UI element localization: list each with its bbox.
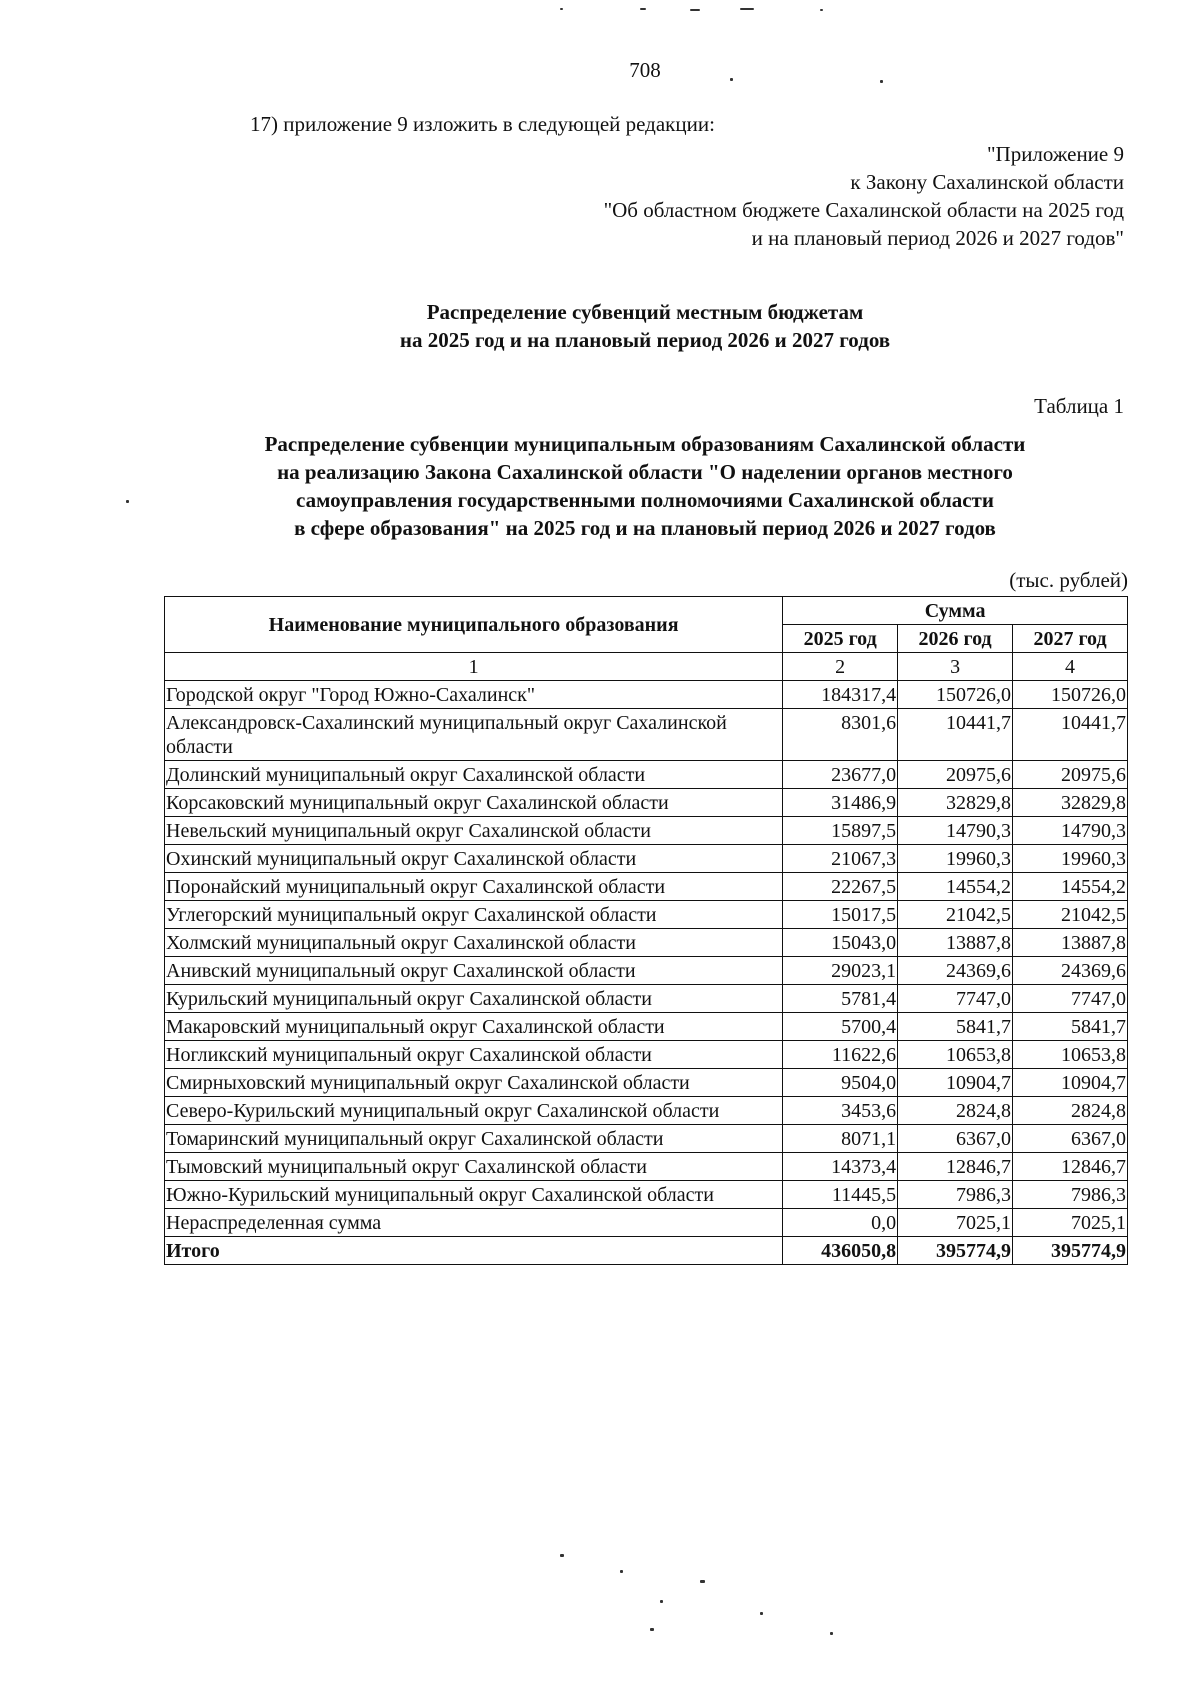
table-row	[165, 1069, 1128, 1097]
column-number-3: 3	[898, 653, 1013, 681]
row-name: Курильский муниципальный округ Сахалинской области	[165, 985, 783, 1013]
row-value-2027: 20975,6	[1013, 761, 1128, 789]
row-value-2025: 8301,6	[783, 709, 898, 761]
row-value-2025: 9504,0	[783, 1069, 898, 1097]
row-value-2025: 15017,5	[783, 901, 898, 929]
row-name: Северо-Курильский муниципальный округ Сахалинской области	[165, 1097, 783, 1125]
header-year-2027: 2027 год	[1013, 625, 1128, 653]
row-value-2026: 14554,2	[898, 873, 1013, 901]
row-value-2025: 5700,4	[783, 1013, 898, 1041]
table-row	[165, 985, 1128, 1013]
table-label: Таблица 1	[1034, 394, 1124, 418]
table-row	[165, 901, 1128, 929]
row-value-2025: 8071,1	[783, 1125, 898, 1153]
row-name: Углегорский муниципальный округ Сахалинской области	[165, 901, 783, 929]
table-header-row	[165, 597, 1128, 625]
row-name: Ногликский муниципальный округ Сахалинской области	[165, 1041, 783, 1069]
appendix-header	[604, 140, 1124, 252]
column-number-4: 4	[1013, 653, 1128, 681]
row-value-2026: 7747,0	[898, 985, 1013, 1013]
row-value-2025: 31486,9	[783, 789, 898, 817]
row-name: Корсаковский муниципальный округ Сахалинской области	[165, 789, 783, 817]
row-value-2026: 19960,3	[898, 845, 1013, 873]
row-value-2026: 6367,0	[898, 1125, 1013, 1153]
row-value-2027: 2824,8	[1013, 1097, 1128, 1125]
appendix-header-line-4: и на плановый период 2026 и 2027 годов"	[751, 226, 1124, 250]
main-title-line-1: Распределение субвенций местным бюджетам	[426, 300, 864, 324]
row-value-2027: 5841,7	[1013, 1013, 1128, 1041]
row-value-2027: 19960,3	[1013, 845, 1128, 873]
row-value-2027: 6367,0	[1013, 1125, 1128, 1153]
row-name: Нераспределенная сумма	[165, 1209, 783, 1237]
row-name: Александровск-Сахалинский муниципальный округ Сахалинской области	[165, 709, 783, 761]
row-value-2027: 7025,1	[1013, 1209, 1128, 1237]
row-value-2025: 14373,4	[783, 1153, 898, 1181]
table-title-line-4: в сфере образования" на 2025 год и на плановый период 2026 и 2027 годов	[294, 516, 996, 540]
row-value-2026: 10653,8	[898, 1041, 1013, 1069]
table-row	[165, 761, 1128, 789]
row-value-2025: 21067,3	[783, 845, 898, 873]
row-value-2026: 2824,8	[898, 1097, 1013, 1125]
row-value-2027: 32829,8	[1013, 789, 1128, 817]
row-value-2025: 22267,5	[783, 873, 898, 901]
table-row	[165, 681, 1128, 709]
row-value-2026: 10904,7	[898, 1069, 1013, 1097]
row-value-2027: 7986,3	[1013, 1181, 1128, 1209]
row-value-2027: 13887,8	[1013, 929, 1128, 957]
header-sum: Сумма	[783, 597, 1128, 625]
table-row	[165, 789, 1128, 817]
row-value-2026: 13887,8	[898, 929, 1013, 957]
table-row	[165, 957, 1128, 985]
row-value-2027: 14554,2	[1013, 873, 1128, 901]
row-name: Поронайский муниципальный округ Сахалинской области	[165, 873, 783, 901]
row-name: Смирныховский муниципальный округ Сахалинской области	[165, 1069, 783, 1097]
row-name: Макаровский муниципальный округ Сахалинской области	[165, 1013, 783, 1041]
row-value-2025: 11622,6	[783, 1041, 898, 1069]
row-value-2026: 7986,3	[898, 1181, 1013, 1209]
row-value-2025: 5781,4	[783, 985, 898, 1013]
row-value-2026: 10441,7	[898, 709, 1013, 761]
row-value-2026: 12846,7	[898, 1153, 1013, 1181]
header-year-2025: 2025 год	[783, 625, 898, 653]
table-row	[165, 845, 1128, 873]
table-row	[165, 1209, 1128, 1237]
table-row	[165, 817, 1128, 845]
row-name: Долинский муниципальный округ Сахалинской области	[165, 761, 783, 789]
row-name: Невельский муниципальный округ Сахалинской области	[165, 817, 783, 845]
table-title-line-3: самоуправления государственными полномочиями Сахалинской области	[296, 488, 994, 512]
page-number: 708	[629, 58, 661, 82]
row-name: Томаринский муниципальный округ Сахалинской области	[165, 1125, 783, 1153]
total-2026: 395774,9	[898, 1237, 1013, 1265]
row-name: Тымовский муниципальный округ Сахалинской области	[165, 1153, 783, 1181]
row-value-2025: 184317,4	[783, 681, 898, 709]
table-row	[165, 929, 1128, 957]
total-name: Итого	[165, 1237, 783, 1265]
row-value-2027: 14790,3	[1013, 817, 1128, 845]
row-value-2027: 21042,5	[1013, 901, 1128, 929]
table-row	[165, 1125, 1128, 1153]
main-title-line-2: на 2025 год и на плановый период 2026 и 2027 годов	[399, 328, 891, 352]
row-value-2025: 23677,0	[783, 761, 898, 789]
row-value-2026: 24369,6	[898, 957, 1013, 985]
appendix-header-line-2: к Закону Сахалинской области	[850, 170, 1124, 194]
row-value-2026: 14790,3	[898, 817, 1013, 845]
row-name: Охинский муниципальный округ Сахалинской области	[165, 845, 783, 873]
table-row	[165, 1097, 1128, 1125]
row-value-2025: 15897,5	[783, 817, 898, 845]
row-value-2027: 10653,8	[1013, 1041, 1128, 1069]
appendix-header-line-1: "Приложение 9	[986, 142, 1124, 166]
row-value-2027: 10441,7	[1013, 709, 1128, 761]
column-number-1: 1	[165, 653, 783, 681]
table-row	[165, 1153, 1128, 1181]
row-value-2026: 20975,6	[898, 761, 1013, 789]
row-value-2027: 24369,6	[1013, 957, 1128, 985]
row-value-2025: 29023,1	[783, 957, 898, 985]
header-year-2026: 2026 год	[898, 625, 1013, 653]
table-title-line-2: на реализацию Закона Сахалинской области "О наделении органов местного	[277, 460, 1013, 484]
table-row	[165, 1181, 1128, 1209]
row-name: Анивский муниципальный округ Сахалинской области	[165, 957, 783, 985]
row-name: Холмский муниципальный округ Сахалинской области	[165, 929, 783, 957]
intro-text: 17) приложение 9 изложить в следующей редакции:	[250, 112, 715, 136]
units-label: (тыс. рублей)	[1009, 568, 1128, 592]
row-value-2025: 0,0	[783, 1209, 898, 1237]
row-value-2026: 150726,0	[898, 681, 1013, 709]
row-value-2025: 3453,6	[783, 1097, 898, 1125]
table-row	[165, 873, 1128, 901]
row-value-2026: 32829,8	[898, 789, 1013, 817]
table-column-numbers-row	[165, 653, 1128, 681]
table-row	[165, 1013, 1128, 1041]
table-row	[165, 709, 1128, 761]
row-value-2027: 7747,0	[1013, 985, 1128, 1013]
appendix-header-line-3: "Об областном бюджете Сахалинской области на 2025 год	[603, 198, 1124, 222]
row-value-2027: 12846,7	[1013, 1153, 1128, 1181]
table-body	[165, 681, 1128, 1237]
row-value-2026: 7025,1	[898, 1209, 1013, 1237]
main-title	[0, 298, 1200, 354]
row-name: Городской округ "Город Южно-Сахалинск"	[165, 681, 783, 709]
subvention-table	[164, 596, 1128, 1265]
table-row	[165, 1041, 1128, 1069]
header-name: Наименование муниципального образования	[165, 597, 783, 653]
total-2025: 436050,8	[783, 1237, 898, 1265]
total-row	[165, 1237, 1128, 1265]
row-name: Южно-Курильский муниципальный округ Сахалинской области	[165, 1181, 783, 1209]
table-title	[0, 430, 1200, 542]
row-value-2026: 5841,7	[898, 1013, 1013, 1041]
row-value-2027: 10904,7	[1013, 1069, 1128, 1097]
row-value-2026: 21042,5	[898, 901, 1013, 929]
row-value-2025: 15043,0	[783, 929, 898, 957]
row-value-2027: 150726,0	[1013, 681, 1128, 709]
column-number-2: 2	[783, 653, 898, 681]
table-title-line-1: Распределение субвенции муниципальным образованиям Сахалинской области	[264, 432, 1026, 456]
total-2027: 395774,9	[1013, 1237, 1128, 1265]
row-value-2025: 11445,5	[783, 1181, 898, 1209]
